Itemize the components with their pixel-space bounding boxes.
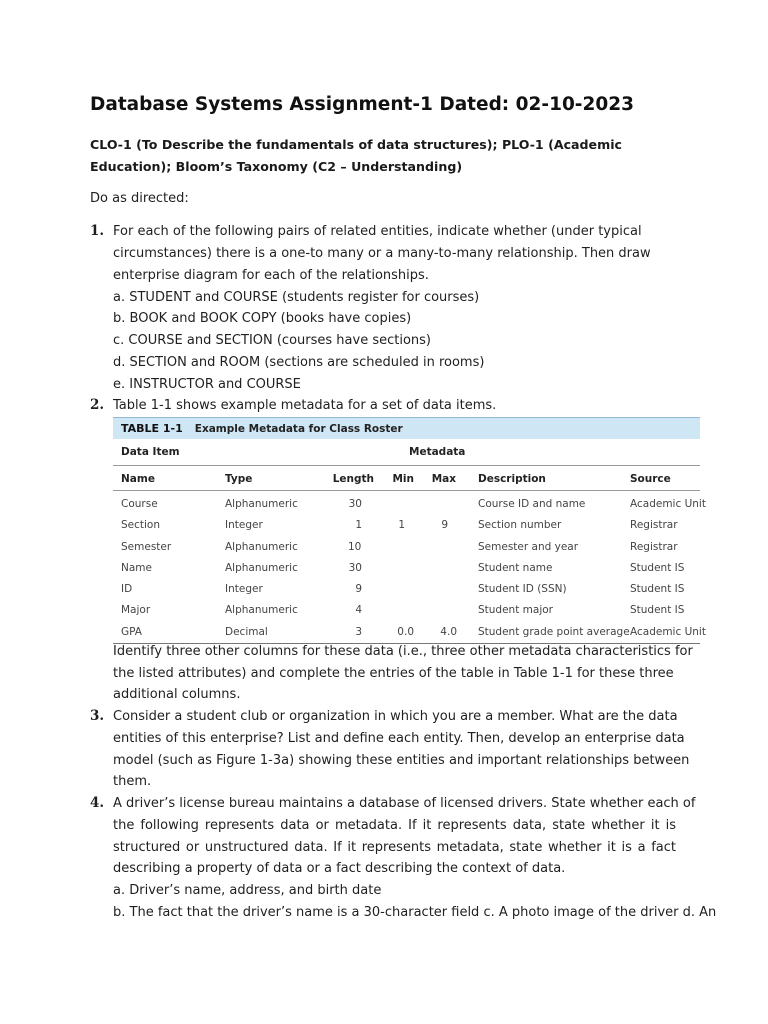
- table-cell: Decimal: [225, 625, 268, 638]
- table-cell: 3: [355, 625, 362, 638]
- table-cell: Course: [121, 498, 158, 510]
- table-row: [113, 558, 700, 579]
- table-cell: Alphanumeric: [225, 604, 298, 617]
- question-1-item-d: d. SECTION and ROOM (sections are scheduled in rooms): [113, 355, 485, 370]
- question-3-line: Consider a student club or organization in which you are a member. What are the data: [113, 709, 678, 724]
- question-1-item-b: b. BOOK and BOOK COPY (books have copies): [113, 311, 412, 326]
- column-header: Source: [630, 473, 671, 485]
- question-3-line: model (such as Figure 1-3a) showing these entities and important relationships between: [113, 753, 690, 768]
- question-1-item-c: c. COURSE and SECTION (courses have sections): [113, 333, 431, 348]
- table-cell: Name: [121, 561, 152, 574]
- table-cell: 0.0: [397, 625, 414, 638]
- question-1-number: 1.: [90, 223, 105, 239]
- group-header-data-item: Data Item: [121, 446, 180, 458]
- question-3-line: entities of this enterprise? List and define each entity. Then, develop an enterprise data: [113, 731, 685, 746]
- clo-statement: CLO-1 (To Describe the fundamentals of data structures); PLO-1 (Academic Education); Bloom’s Taxonomy (C2 – Understanding): [90, 137, 622, 174]
- table-cell: Alphanumeric: [225, 498, 298, 510]
- table-cell: Semester and year: [478, 540, 579, 553]
- question-4-line: A driver’s license bureau maintains a database of licensed drivers. State whether each of: [113, 796, 696, 811]
- table-cell: ID: [121, 583, 133, 596]
- question-1-item-e: e. INSTRUCTOR and COURSE: [113, 377, 301, 392]
- table-cell: Section: [121, 519, 161, 532]
- group-header-metadata: Metadata: [409, 446, 466, 458]
- table-cell: 10: [348, 540, 362, 553]
- column-header: Max: [431, 473, 456, 485]
- table-cell: Registrar: [630, 519, 678, 532]
- table-cell: Student IS: [630, 604, 685, 617]
- table-cell: 4: [355, 604, 362, 617]
- table-cell: Student name: [478, 561, 553, 574]
- table-cell: 4.0: [440, 625, 457, 638]
- question-1-line: enterprise diagram for each of the relationships.: [113, 268, 429, 283]
- table-cell: 9: [355, 583, 362, 596]
- table-cell: Student IS: [630, 583, 685, 596]
- question-4-item-a: a. Driver’s name, address, and birth date: [113, 883, 382, 898]
- directions-label: Do as directed:: [90, 191, 189, 206]
- question-3-number: 3.: [90, 708, 105, 724]
- question-3-line: them.: [113, 774, 152, 789]
- table-cell: 1: [398, 519, 405, 532]
- metadata-table: [113, 417, 706, 644]
- question-4-item-b: b. The fact that the driver’s name is a 30-character field c. A photo image of the driver d. An: [113, 905, 717, 920]
- question-4-line: describing a property of data or a fact describing the context of data.: [113, 861, 566, 876]
- question-4-line: structured or unstructured data. If it represents metadata, state whether it is a fact: [113, 840, 676, 855]
- table-cell: Student major: [478, 604, 553, 617]
- table-cell: Integer: [225, 583, 263, 596]
- table-cell: Student grade point average: [478, 625, 630, 638]
- table-cell: GPA: [121, 625, 142, 638]
- column-header: Type: [225, 473, 253, 485]
- column-header: Min: [392, 473, 414, 485]
- table-cell: 30: [348, 561, 362, 574]
- column-header: Name: [121, 473, 155, 485]
- question-4-number: 4.: [90, 795, 105, 811]
- question-1-line: circumstances) there is a one-to many or a many-to-many relationship. Then draw: [113, 246, 651, 261]
- question-1-line: For each of the following pairs of related entities, indicate whether (under typical: [113, 224, 642, 239]
- table-label: TABLE 1-1: [121, 422, 183, 435]
- table-cell: Student IS: [630, 561, 685, 574]
- table-row: [113, 579, 700, 600]
- column-header: Length: [332, 473, 374, 485]
- table-title: Example Metadata for Class Roster: [194, 422, 403, 435]
- table-cell: Integer: [225, 519, 263, 532]
- table-cell: Registrar: [630, 540, 678, 553]
- question-2-intro: Table 1-1 shows example metadata for a set of data items.: [113, 398, 497, 413]
- table-caption: [113, 417, 700, 439]
- table-cell: 1: [355, 519, 362, 532]
- table-row: [113, 494, 706, 515]
- table-column-header: [113, 466, 700, 491]
- table-cell: Academic Unit: [630, 498, 706, 510]
- table-row: [113, 515, 700, 536]
- table-cell: Section number: [478, 519, 562, 532]
- question-4-line: the following represents data or metadata. If it represents data, state whether it is: [113, 818, 676, 833]
- table-row: [113, 600, 700, 621]
- page-title: Database Systems Assignment-1 Dated: 02-10-2023: [90, 94, 634, 115]
- column-header: Description: [478, 473, 546, 485]
- question-1-item-a: a. STUDENT and COURSE (students register for courses): [113, 290, 480, 305]
- table-cell: Major: [121, 604, 151, 617]
- table-cell: 30: [348, 498, 362, 510]
- question-2-line: Identify three other columns for these data (i.e., three other metadata characteristics for: [113, 644, 693, 659]
- table-cell: Course ID and name: [478, 498, 586, 510]
- question-2-number: 2.: [90, 397, 105, 413]
- table-cell: Academic Unit: [630, 625, 706, 638]
- table-group-header: [113, 439, 700, 466]
- table-cell: 9: [441, 519, 448, 532]
- table-cell: Alphanumeric: [225, 561, 298, 574]
- question-2-line: the listed attributes) and complete the entries of the table in Table 1-1 for these three: [113, 666, 674, 681]
- table-cell: Alphanumeric: [225, 540, 298, 553]
- question-2-line: additional columns.: [113, 687, 241, 702]
- table-cell: Semester: [121, 540, 172, 553]
- table-row: [113, 537, 700, 558]
- table-cell: Student ID (SSN): [478, 583, 567, 596]
